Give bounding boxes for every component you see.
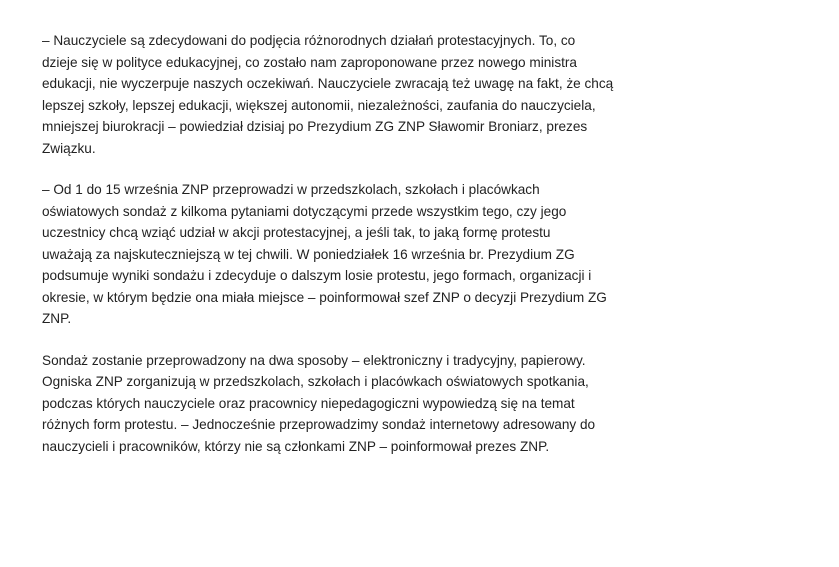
text-line: – Nauczyciele są zdecydowani do podjęcia różnorodnych działań protestacyjnych. To, co xyxy=(42,33,576,48)
text-line: oświatowych sondaż z kilkoma pytaniami dotyczącymi przede wszystkim tego, czy jego xyxy=(42,203,567,219)
text-line: ZNP. xyxy=(42,311,72,326)
text-line: różnych form protestu. – Jednocześnie przeprowadzimy sondaż internetowy adresowany do xyxy=(42,417,596,432)
paragraph-1 xyxy=(42,30,812,159)
text-line: Związku. xyxy=(42,140,96,156)
text-line: edukacji, nie wyczerpuje naszych oczekiwań. Nauczyciele zwracają też uwagę na fakt, że chcą xyxy=(42,76,614,91)
text-line: Ogniska ZNP zorganizują w przedszkolach, szkołach i placówkach oświatowych spotkania, xyxy=(42,374,589,389)
text-line: podsumuje wyniki sondażu i zdecyduje o dalszym losie protestu, jego formach, organizacji i xyxy=(42,268,592,283)
paragraph-2 xyxy=(42,179,812,330)
paragraph-3 xyxy=(42,350,812,458)
text-line: podczas których nauczyciele oraz pracownicy niepedagogiczni wypowiedzą się na temat xyxy=(42,395,575,411)
text-line: – Od 1 do 15 września ZNP przeprowadzi w przedszkolach, szkołach i placówkach xyxy=(42,182,540,197)
text-line: Sondaż zostanie przeprowadzony na dwa sposoby – elektroniczny i tradycyjny, papierowy. xyxy=(42,352,586,368)
text-line: lepszej szkoły, lepszej edukacji, większej autonomii, niezależności, zaufania do nauczyciela, xyxy=(42,97,596,113)
text-line: mniejszej biurokracji – powiedział dzisiaj po Prezydium ZG ZNP Sławomir Broniarz, prezes xyxy=(42,119,588,134)
text-line: uważają za najskuteczniejszą w tej chwili. W poniedziałek 16 września br. Prezydium ZG xyxy=(42,246,575,262)
text-line: nauczycieli i pracowników, którzy nie są członkami ZNP – poinformował prezes ZNP. xyxy=(42,438,550,454)
text-line: dzieje się w polityce edukacyjnej, co zostało nam zaproponowane przez nowego ministra xyxy=(42,54,577,70)
text-line: okresie, w którym będzie ona miała miejsce – poinformował szef ZNP o decyzji Prezydium ZG xyxy=(42,289,607,305)
document-body xyxy=(42,30,812,477)
text-line: uczestnicy chcą wziąć udział w akcji protestacyjnej, a jeśli tak, to jaką formę protestu xyxy=(42,225,551,240)
